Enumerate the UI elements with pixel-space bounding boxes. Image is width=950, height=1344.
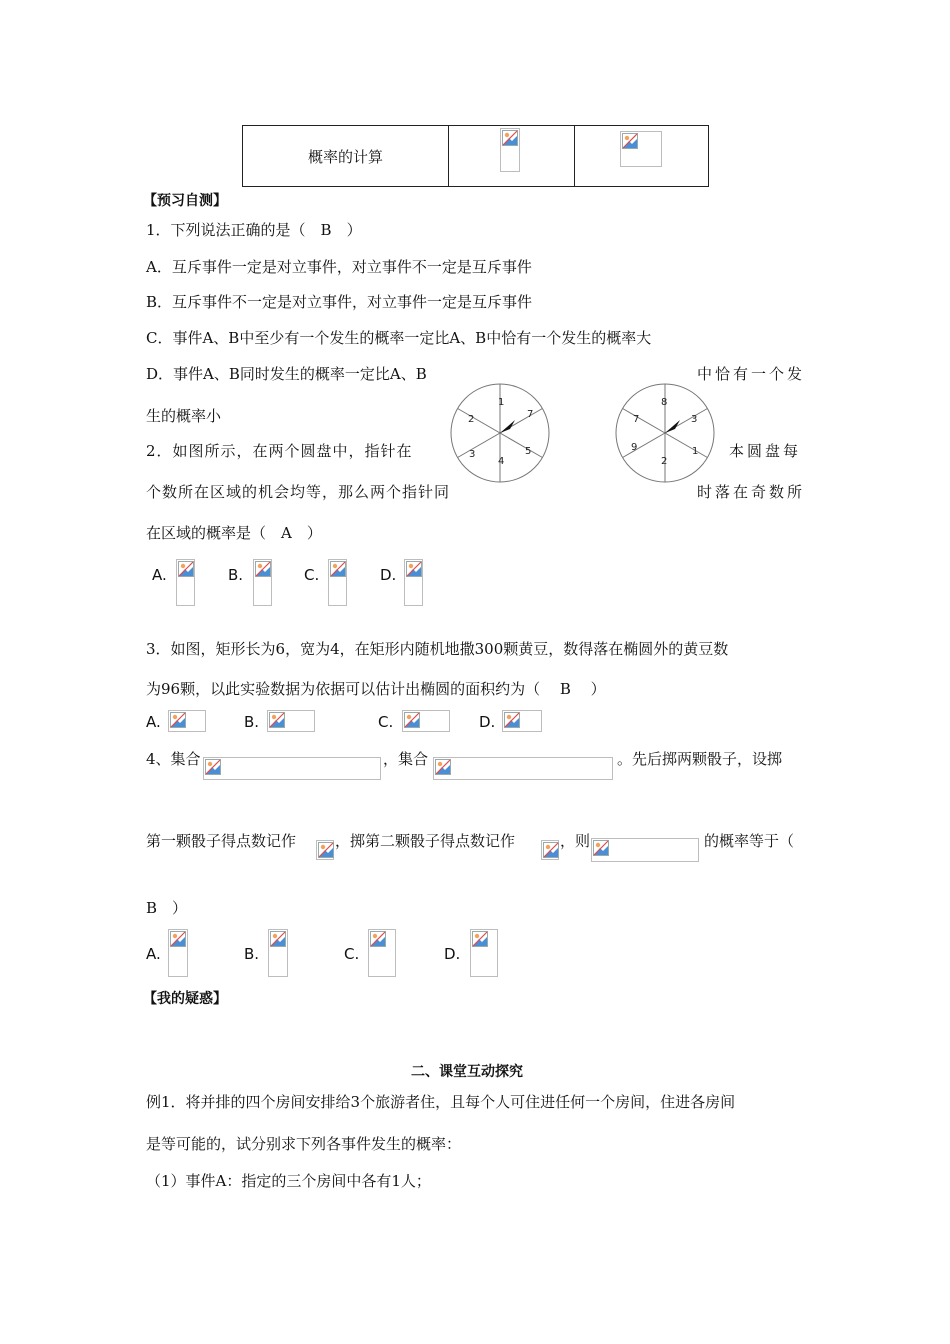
- q2-line1: 2．如图所示，在两个圆盘中，指针在: [146, 442, 413, 460]
- disk1-label-3: 5: [525, 446, 532, 457]
- q3-option-d-image: [502, 710, 542, 732]
- q4-x-image: [316, 840, 334, 860]
- q4-option-c-image: [368, 929, 396, 977]
- broken-image-icon: [170, 712, 186, 728]
- q3-option-a-label: A.: [146, 713, 161, 731]
- q1-stem: 1．下列说法正确的是（ B ）: [146, 221, 362, 239]
- broken-image-icon: [404, 712, 420, 728]
- q4-set-a-image: [203, 757, 381, 780]
- q4-option-d-label: D.: [444, 945, 461, 963]
- q2-option-d-label: D.: [380, 566, 397, 584]
- table-cell-label: 概率的计算: [243, 126, 449, 186]
- q3-line1: 3．如图，矩形长为6，宽为4，在矩形内随机地撒300颗黄豆，数得落在椭圆外的黄豆数: [146, 640, 729, 658]
- table-image-1: [500, 128, 520, 172]
- disk2-label-6: 7: [633, 414, 640, 425]
- q2-option-a-label: A.: [152, 566, 167, 584]
- q4-line3: B ）: [146, 899, 188, 917]
- section-doubts-title: 【我的疑惑】: [143, 991, 227, 1007]
- broken-image-icon: [502, 130, 518, 146]
- q3-option-b-image: [267, 710, 315, 732]
- q3-option-a-image: [168, 710, 206, 732]
- disk2-label-1: 8: [661, 397, 668, 408]
- example1-line1: 例1．将并排的四个房间安排给3个旅游者住，且每个人可住进任何一个房间，住进各房间: [146, 1093, 736, 1111]
- broken-image-icon: [270, 931, 286, 947]
- disk1-label-2: 7: [527, 409, 534, 420]
- broken-image-icon: [593, 840, 609, 856]
- q3-option-d-label: D.: [479, 713, 496, 731]
- q2-line2-right: 时落在奇数所: [697, 483, 806, 501]
- q1-option-c: C．事件A、B中至少有一个发生的概率一定比A、B中恰有一个发生的概率大: [146, 329, 652, 347]
- q4-option-a-image: [168, 929, 188, 977]
- q4-y-image: [541, 840, 559, 860]
- q1-option-d-right: 中恰有一个发: [697, 365, 806, 383]
- broken-image-icon: [178, 561, 194, 577]
- broken-image-icon: [543, 842, 559, 858]
- broken-image-icon: [370, 931, 386, 947]
- q4-part3: 。先后掷两颗骰子，设掷: [617, 750, 783, 768]
- spinner-disk-1: [449, 382, 551, 484]
- broken-image-icon: [330, 561, 346, 577]
- q4-option-b-label: B.: [244, 945, 260, 963]
- broken-image-icon: [504, 712, 520, 728]
- q2-option-c-label: C.: [304, 566, 320, 584]
- q4-line2-b: ，掷第二颗骰子得点数记作: [335, 832, 516, 850]
- q2-line2: 个数所在区域的机会均等，那么两个指针同: [146, 483, 451, 501]
- q4-line2-d: 的概率等于（: [704, 832, 795, 850]
- q4-line2-c: ，则: [560, 832, 591, 850]
- broken-image-icon: [472, 931, 488, 947]
- disk2-label-3: 1: [692, 446, 699, 457]
- q2-option-b-label: B.: [228, 566, 244, 584]
- q4-option-a-label: A.: [146, 945, 161, 963]
- q2-option-c-image: [328, 559, 347, 606]
- q3-option-c-image: [402, 710, 450, 732]
- q1-option-d-cont: 生的概率小: [146, 407, 222, 425]
- disk2-label-4: 2: [661, 456, 668, 467]
- broken-image-icon: [318, 842, 334, 858]
- broken-image-icon: [622, 133, 638, 149]
- disk2-label-5: 9: [631, 442, 638, 453]
- broken-image-icon: [170, 931, 186, 947]
- q1-option-b: B．互斥事件不一定是对立事件，对立事件一定是互斥事件: [146, 293, 533, 311]
- q4-option-b-image: [268, 929, 288, 977]
- q4-option-c-label: C.: [344, 945, 360, 963]
- q2-option-a-image: [176, 559, 195, 606]
- disk2-label-2: 3: [691, 414, 698, 425]
- q2-line3: 在区域的概率是（ A ）: [146, 524, 322, 542]
- disk1-label-6: 2: [468, 414, 475, 425]
- q4-line2-a: 第一颗骰子得点数记作: [146, 832, 297, 850]
- q3-line2: 为96颗，以此实验数据为依据可以估计出椭圆的面积约为（ B ）: [146, 680, 606, 698]
- section-part2-title: 二、课堂互动探究: [411, 1064, 523, 1080]
- section-preview-title: 【预习自测】: [143, 193, 227, 209]
- broken-image-icon: [255, 561, 271, 577]
- q4-option-d-image: [470, 929, 498, 977]
- spinner-disk-2: [614, 382, 716, 484]
- q4-part1: 4、集合: [146, 750, 201, 768]
- broken-image-icon: [269, 712, 285, 728]
- q2-line1-right: 本圆盘每: [729, 442, 802, 460]
- table-image-2: [620, 131, 662, 167]
- q4-set-b-image: [433, 757, 613, 780]
- disk1-label-4: 4: [498, 456, 505, 467]
- q3-option-b-label: B.: [244, 713, 260, 731]
- broken-image-icon: [406, 561, 422, 577]
- q4-part2: ，集合: [383, 750, 429, 768]
- q2-option-d-image: [404, 559, 423, 606]
- broken-image-icon: [205, 759, 221, 775]
- example1-line3: （1）事件A：指定的三个房间中各有1人；: [146, 1172, 431, 1190]
- disk1-label-1: 1: [498, 397, 505, 408]
- broken-image-icon: [435, 759, 451, 775]
- q4-condition-image: [591, 838, 699, 862]
- q1-option-d: D．事件A、B同时发生的概率一定比A、B: [146, 365, 427, 383]
- q2-option-b-image: [253, 559, 272, 606]
- q1-option-a: A．互斥事件一定是对立事件，对立事件不一定是互斥事件: [146, 258, 532, 276]
- disk1-label-5: 3: [469, 449, 476, 460]
- q3-option-c-label: C.: [378, 713, 394, 731]
- example1-line2: 是等可能的，试分别求下列各事件发生的概率：: [146, 1135, 462, 1153]
